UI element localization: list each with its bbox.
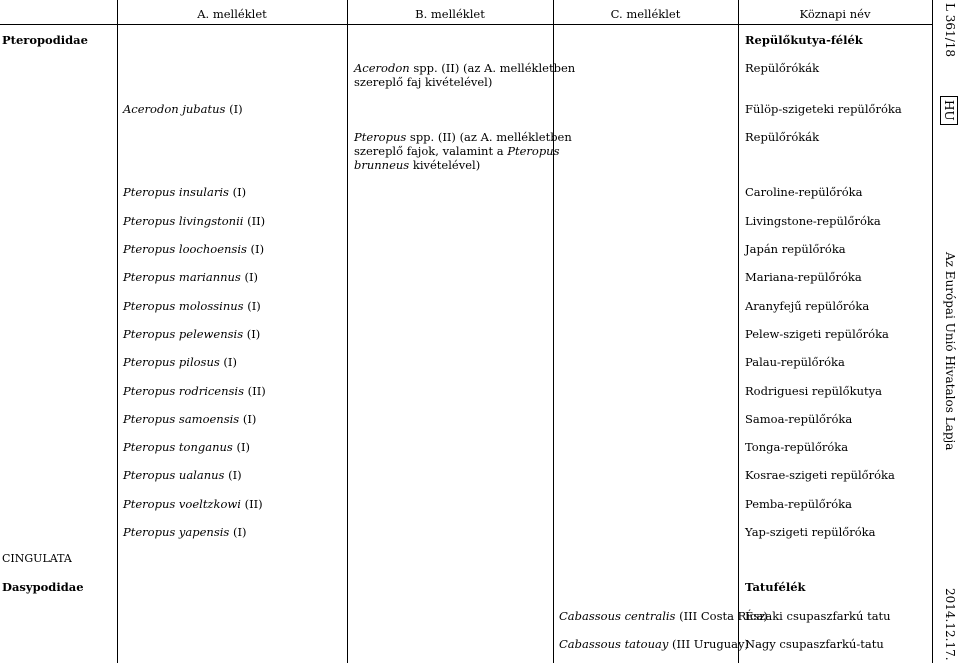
species-name: Pteropus ualanus (I): [123, 468, 242, 482]
order-cingulata: CINGULATA: [2, 552, 72, 565]
species-common: Fülöp-szigeteki repülőróka: [745, 102, 902, 116]
species-common: Yap-szigeti repülőróka: [745, 525, 876, 539]
family-pteropodidae-common: Repülőkutya-félék: [745, 33, 863, 47]
species-common: Pelew-szigeti repülőróka: [745, 327, 889, 341]
language-code: HU: [940, 96, 958, 125]
annex-b-pteropus-spp: Pteropus spp. (II) (az A. mellékletben szereplő fajok, valamint a Pteropus brunneus kivételével): [354, 130, 572, 172]
header-annex-a: A. melléklet: [197, 7, 267, 21]
species-name: Pteropus pilosus (I): [123, 355, 237, 369]
species-common: Japán repülőróka: [745, 242, 846, 256]
annex-b-acerodon-spp: Acerodon spp. (II) (az A. mellékletben szereplő faj kivételével): [354, 61, 576, 89]
species-common: Palau-repülőróka: [745, 355, 845, 369]
species-common: Pemba-repülőróka: [745, 497, 852, 511]
common-acerodon-genus: Repülőrókák: [745, 61, 820, 75]
species-common: Északi csupaszfarkú tatu: [745, 609, 891, 623]
species-common: Nagy csupaszfarkú-tatu: [745, 637, 884, 651]
annex-c-species: Cabassous tatouay (III Uruguay): [559, 637, 749, 651]
species-common: Kosrae-szigeti repülőróka: [745, 468, 895, 482]
header-rule: [0, 24, 932, 25]
species-name: Pteropus livingstonii (II): [123, 214, 266, 228]
header-annex-c: C. melléklet: [610, 7, 681, 21]
publication-date: 2014.12.17.: [943, 588, 957, 661]
species-common: Caroline-repülőróka: [745, 185, 863, 199]
header-annex-b: B. melléklet: [415, 7, 485, 21]
species-name: Pteropus insularis (I): [123, 185, 247, 199]
species-name: Pteropus tonganus (I): [123, 440, 250, 454]
family-pteropodidae: Pteropodidae: [2, 33, 88, 47]
species-name: Pteropus yapensis (I): [123, 525, 247, 539]
species-name: Pteropus samoensis (I): [123, 412, 257, 426]
species-common: Tonga-repülőróka: [745, 440, 849, 454]
species-common: Mariana-repülőróka: [745, 270, 862, 284]
column-divider: [117, 0, 118, 663]
column-divider: [932, 0, 933, 663]
family-dasypodidae: Dasypodidae: [2, 580, 84, 594]
species-name: Pteropus rodricensis (II): [123, 384, 266, 398]
species-name: Pteropus molossinus (I): [123, 299, 261, 313]
journal-title: Az Európai Unió Hivatalos Lapja: [943, 252, 957, 451]
species-name: Pteropus pelewensis (I): [123, 327, 261, 341]
family-dasypodidae-common: Tatufélék: [745, 580, 806, 594]
species-name: Pteropus loochoensis (I): [123, 242, 265, 256]
annex-c-species: Cabassous centralis (III Costa Rica): [559, 609, 768, 623]
column-divider: [347, 0, 348, 663]
species-name: Pteropus voeltzkowi (II): [123, 497, 263, 511]
column-divider: [738, 0, 739, 663]
species-common: Livingstone-repülőróka: [745, 214, 881, 228]
species-name: Acerodon jubatus (I): [123, 102, 243, 116]
species-common: Rodriguesi repülőkutya: [745, 384, 882, 398]
page-reference: L 361/18: [943, 3, 957, 57]
species-name: Pteropus mariannus (I): [123, 270, 258, 284]
header-common-name: Köznapi név: [799, 7, 871, 21]
column-divider: [553, 0, 554, 663]
species-common: Samoa-repülőróka: [745, 412, 853, 426]
species-common: Aranyfejű repülőróka: [745, 299, 870, 313]
common-pteropus-genus: Repülőrókák: [745, 130, 820, 144]
